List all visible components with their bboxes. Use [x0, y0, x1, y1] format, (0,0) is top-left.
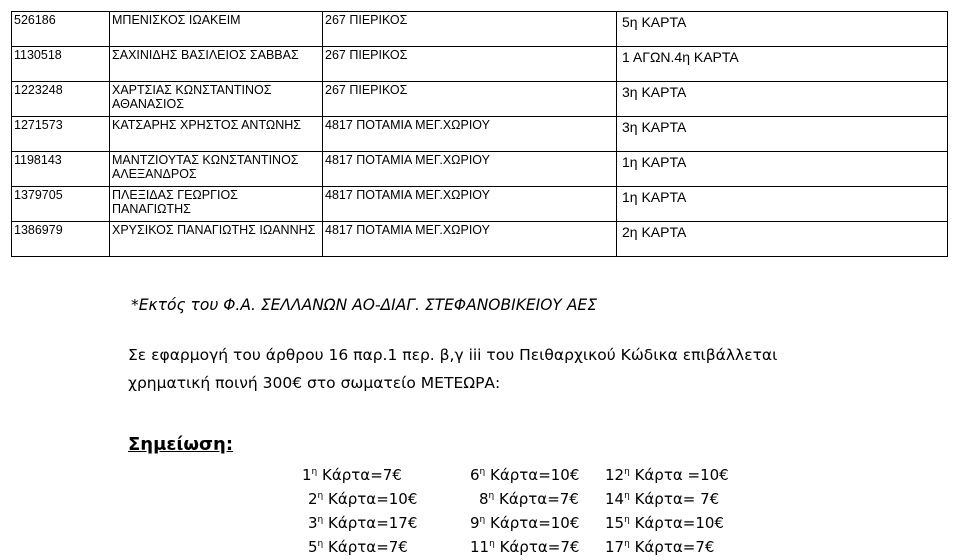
fee-item	[470, 484, 579, 508]
fee-text: Κάρτα =10€	[629, 466, 729, 484]
table-row	[12, 117, 948, 152]
player-id: 1386979	[12, 222, 110, 257]
fee-number: 8	[479, 490, 489, 508]
player-card: 1 ΑΓΩΝ.4η ΚΑΡΤΑ	[617, 47, 948, 82]
fee-suffix: η	[624, 539, 630, 549]
player-id: 526186	[12, 12, 110, 47]
table-row	[12, 47, 948, 82]
fee-text: Κάρτα=10€	[485, 466, 580, 484]
fee-number: 3	[308, 514, 318, 532]
fee-suffix: η	[479, 467, 486, 477]
player-id: 1271573	[12, 117, 110, 152]
player-club: 4817 ΠΟΤΑΜΙΑ ΜΕΓ.ΧΩΡΙΟΥ	[323, 117, 617, 152]
player-card: 3η ΚΑΡΤΑ	[617, 82, 948, 117]
player-card: 1η ΚΑΡΤΑ	[617, 187, 948, 222]
player-club: 267 ΠΙΕΡΙΚΟΣ	[323, 82, 617, 117]
table-row	[12, 152, 948, 187]
fee-suffix: η	[317, 491, 324, 501]
fee-suffix: η	[488, 491, 495, 501]
fee-text: Κάρτα=7€	[323, 538, 408, 556]
exception-note: *Εκτός του Φ.Α. ΣΕΛΛΑΝΩΝ ΑΟ-ΔΙΑΓ. ΣΤΕΦΑΝΟΒΙΚΕΙΟΥ ΑΕΣ	[131, 296, 598, 314]
fee-number: 11	[470, 538, 490, 556]
fee-number: 6	[470, 466, 480, 484]
remark-heading: Σημείωση:	[128, 434, 234, 455]
fee-item	[302, 460, 417, 484]
player-name: ΧΡΥΣΙΚΟΣ ΠΑΝΑΓΙΩΤΗΣ ΙΩΑΝΝΗΣ	[110, 222, 323, 257]
player-name: ΚΑΤΣΑΡΗΣ ΧΡΗΣΤΟΣ ΑΝΤΩΝΗΣ	[110, 117, 323, 152]
player-name: ΧΑΡΤΣΙΑΣ ΚΩΝΣΤΑΝΤΙΝΟΣ ΑΘΑΝΑΣΙΟΣ	[110, 82, 323, 117]
fee-item	[302, 532, 417, 556]
fee-number: 9	[470, 514, 480, 532]
penalty-paragraph	[128, 341, 848, 397]
player-club: 267 ΠΙΕΡΙΚΟΣ	[323, 47, 617, 82]
fee-text: Κάρτα=7€	[494, 538, 580, 556]
fee-item	[302, 484, 417, 508]
player-card: 1η ΚΑΡΤΑ	[617, 152, 948, 187]
player-club: 4817 ΠΟΤΑΜΙΑ ΜΕΓ.ΧΩΡΙΟΥ	[323, 152, 617, 187]
player-id: 1198143	[12, 152, 110, 187]
fee-suffix: η	[311, 467, 318, 477]
fee-text: Κάρτα=7€	[494, 490, 579, 508]
player-card: 2η ΚΑΡΤΑ	[617, 222, 948, 257]
paragraph-line: χρηματική ποινή 300€ στο σωματείο ΜΕΤΕΩΡΑ:	[128, 374, 501, 392]
fee-number: 14	[605, 490, 625, 508]
fee-item	[605, 484, 729, 508]
fee-text: Κάρτα=17€	[323, 514, 418, 532]
table-row	[12, 187, 948, 222]
fee-text: Κάρτα=7€	[317, 466, 402, 484]
fee-suffix: η	[489, 539, 495, 549]
fee-item	[470, 508, 579, 532]
player-name: ΣΑΧΙΝΙΔΗΣ ΒΑΣΙΛΕΙΟΣ ΣΑΒΒΑΣ	[110, 47, 323, 82]
player-id: 1379705	[12, 187, 110, 222]
fee-column-1	[302, 460, 417, 556]
player-card: 3η ΚΑΡΤΑ	[617, 117, 948, 152]
player-name: ΠΛΕΞΙΔΑΣ ΓΕΩΡΓΙΟΣ ΠΑΝΑΓΙΩΤΗΣ	[110, 187, 323, 222]
fee-number: 12	[605, 466, 625, 484]
fee-number: 17	[605, 538, 625, 556]
fee-text: Κάρτα=10€	[323, 490, 418, 508]
fee-text: Κάρτα= 7€	[629, 490, 720, 508]
table-row	[12, 12, 948, 47]
fee-number: 2	[308, 490, 318, 508]
fee-item	[470, 460, 579, 484]
player-club: 4817 ΠΟΤΑΜΙΑ ΜΕΓ.ΧΩΡΙΟΥ	[323, 222, 617, 257]
fee-suffix: η	[624, 467, 630, 477]
fee-item	[470, 532, 579, 556]
player-name: ΜΠΕΝΙΣΚΟΣ ΙΩΑΚΕΙΜ	[110, 12, 323, 47]
fee-number: 5	[308, 538, 318, 556]
table-row	[12, 82, 948, 117]
fee-text: Κάρτα=10€	[629, 514, 724, 532]
paragraph-line: Σε εφαρμογή του άρθρου 16 παρ.1 περ. β,γ iii του Πειθαρχικού Κώδικα επιβάλλεται	[128, 346, 778, 364]
fee-number: 1	[302, 466, 312, 484]
table-row	[12, 222, 948, 257]
fee-item	[302, 508, 417, 532]
penalties-table	[11, 11, 948, 257]
fee-text: Κάρτα=7€	[629, 538, 715, 556]
fee-column-2	[470, 460, 579, 556]
fee-number: 15	[605, 514, 625, 532]
fee-suffix: η	[317, 515, 324, 525]
fee-item	[605, 508, 729, 532]
player-club: 267 ΠΙΕΡΙΚΟΣ	[323, 12, 617, 47]
fee-suffix: η	[624, 515, 630, 525]
fee-suffix: η	[479, 515, 486, 525]
player-club: 4817 ΠΟΤΑΜΙΑ ΜΕΓ.ΧΩΡΙΟΥ	[323, 187, 617, 222]
fee-item	[605, 532, 729, 556]
player-id: 1223248	[12, 82, 110, 117]
fee-suffix: η	[624, 491, 630, 501]
player-name: ΜΑΝΤΖΙΟΥΤΑΣ ΚΩΝΣΤΑΝΤΙΝΟΣ ΑΛΕΞΑΝΔΡΟΣ	[110, 152, 323, 187]
fee-item	[605, 460, 729, 484]
player-id: 1130518	[12, 47, 110, 82]
fee-column-3	[605, 460, 729, 556]
fee-suffix: η	[317, 539, 324, 549]
fee-text: Κάρτα=10€	[485, 514, 580, 532]
player-card: 5η ΚΑΡΤΑ	[617, 12, 948, 47]
